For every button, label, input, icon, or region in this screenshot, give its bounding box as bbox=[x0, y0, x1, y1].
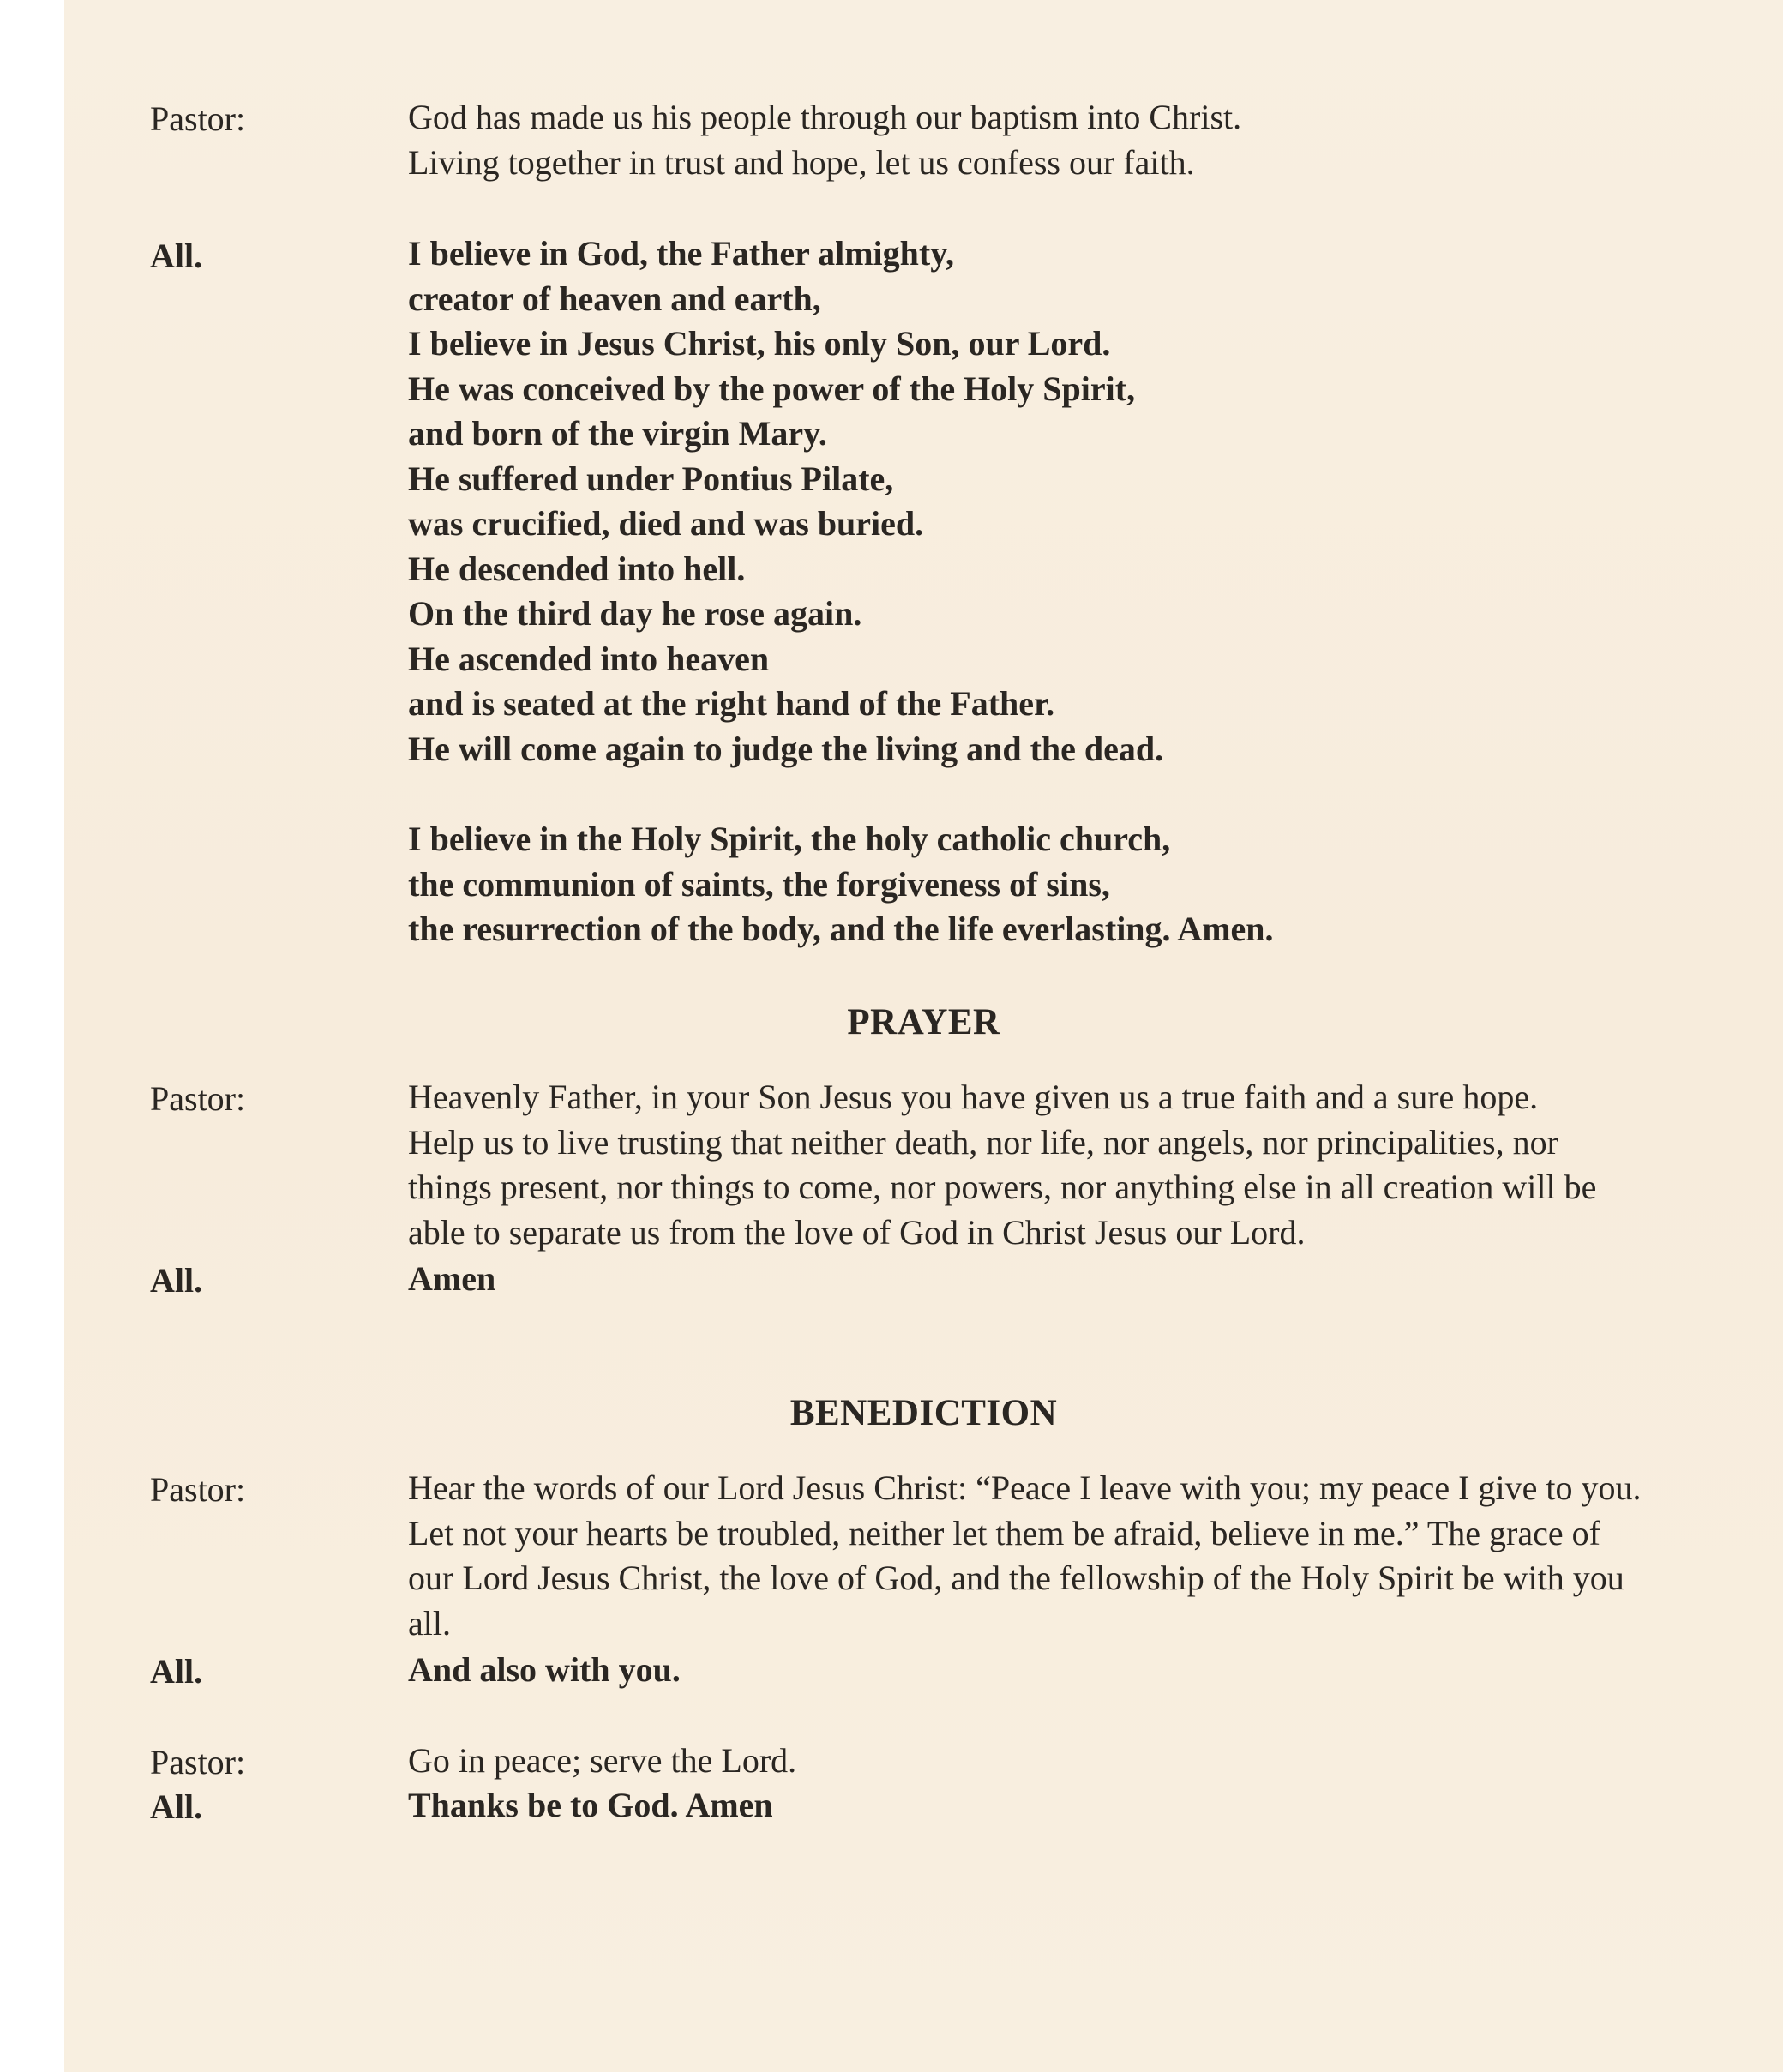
speaker-all: All. bbox=[150, 1652, 203, 1691]
text-line: and born of the virgin Mary. bbox=[408, 414, 827, 453]
final-response: Thanks be to God. Amen bbox=[408, 1786, 773, 1824]
liturgy-page bbox=[64, 0, 1783, 2072]
prayer-all-response: Amen bbox=[408, 1259, 496, 1298]
dismissal-text: Go in peace; serve the Lord. bbox=[408, 1741, 797, 1780]
text-line: He ascended into heaven bbox=[408, 639, 770, 678]
prayer-pastor-text bbox=[408, 1075, 1596, 1255]
text-line: I believe in God, the Father almighty, bbox=[408, 234, 955, 273]
text-line: all. bbox=[408, 1603, 451, 1643]
text-line: Heavenly Father, in your Son Jesus you have given us a true faith and a sure hope. bbox=[408, 1078, 1539, 1116]
speaker-pastor: Pastor: bbox=[150, 1079, 246, 1118]
text-line: He descended into hell. bbox=[408, 549, 746, 588]
text-line: Hear the words of our Lord Jesus Christ: “Peace I leave with you; my peace I give to you. bbox=[408, 1468, 1642, 1507]
creed-text bbox=[408, 231, 1163, 772]
speaker-all: All. bbox=[150, 1787, 203, 1826]
text-line: He was conceived by the power of the Holy Spirit, bbox=[408, 369, 1136, 408]
text-line: On the third day he rose again. bbox=[408, 594, 862, 633]
text-line: the resurrection of the body, and the life everlasting. Amen. bbox=[408, 910, 1274, 948]
text-line: God has made us his people through our baptism into Christ. bbox=[408, 98, 1242, 136]
text-line: the communion of saints, the forgiveness of sins, bbox=[408, 864, 1110, 904]
text-line: was crucified, died and was buried. bbox=[408, 504, 924, 543]
text-line: and is seated at the right hand of the Father. bbox=[408, 684, 1055, 723]
text-line: I believe in the Holy Spirit, the holy catholic church, bbox=[408, 820, 1171, 858]
speaker-pastor: Pastor: bbox=[150, 99, 246, 138]
text-line: our Lord Jesus Christ, the love of God, and the fellowship of the Holy Spirit be with you bbox=[408, 1559, 1624, 1597]
text-line: able to separate us from the love of God in Christ Jesus our Lord. bbox=[408, 1212, 1306, 1252]
text-line: He suffered under Pontius Pilate, bbox=[408, 459, 894, 498]
text-line: Living together in trust and hope, let us confess our faith. bbox=[408, 142, 1195, 182]
speaker-all: All. bbox=[150, 1261, 203, 1300]
section-heading-prayer: PRAYER bbox=[847, 1002, 1000, 1042]
section-heading-benediction: BENEDICTION bbox=[789, 1393, 1058, 1433]
text-line: I believe in Jesus Christ, his only Son, our Lord. bbox=[408, 324, 1111, 363]
creed-text-2 bbox=[408, 817, 1274, 952]
speaker-pastor: Pastor: bbox=[150, 1470, 246, 1509]
benediction-pastor-text bbox=[408, 1466, 1641, 1646]
benediction-all-response: And also with you. bbox=[408, 1650, 681, 1689]
speaker-all: All. bbox=[150, 237, 203, 275]
speaker-pastor: Pastor: bbox=[150, 1743, 246, 1781]
text-line: creator of heaven and earth, bbox=[408, 279, 821, 318]
text-line: things present, nor things to come, nor powers, nor anything else in all creation will be bbox=[408, 1168, 1597, 1206]
text-line: Let not your hearts be troubled, neither let them be afraid, believe in me.” The grace of bbox=[408, 1513, 1600, 1552]
text-line: Help us to live trusting that neither death, nor life, nor angels, nor principalities, nor bbox=[408, 1122, 1558, 1162]
opening-pastor-text bbox=[408, 95, 1241, 185]
text-line: He will come again to judge the living and the dead. bbox=[408, 729, 1164, 768]
